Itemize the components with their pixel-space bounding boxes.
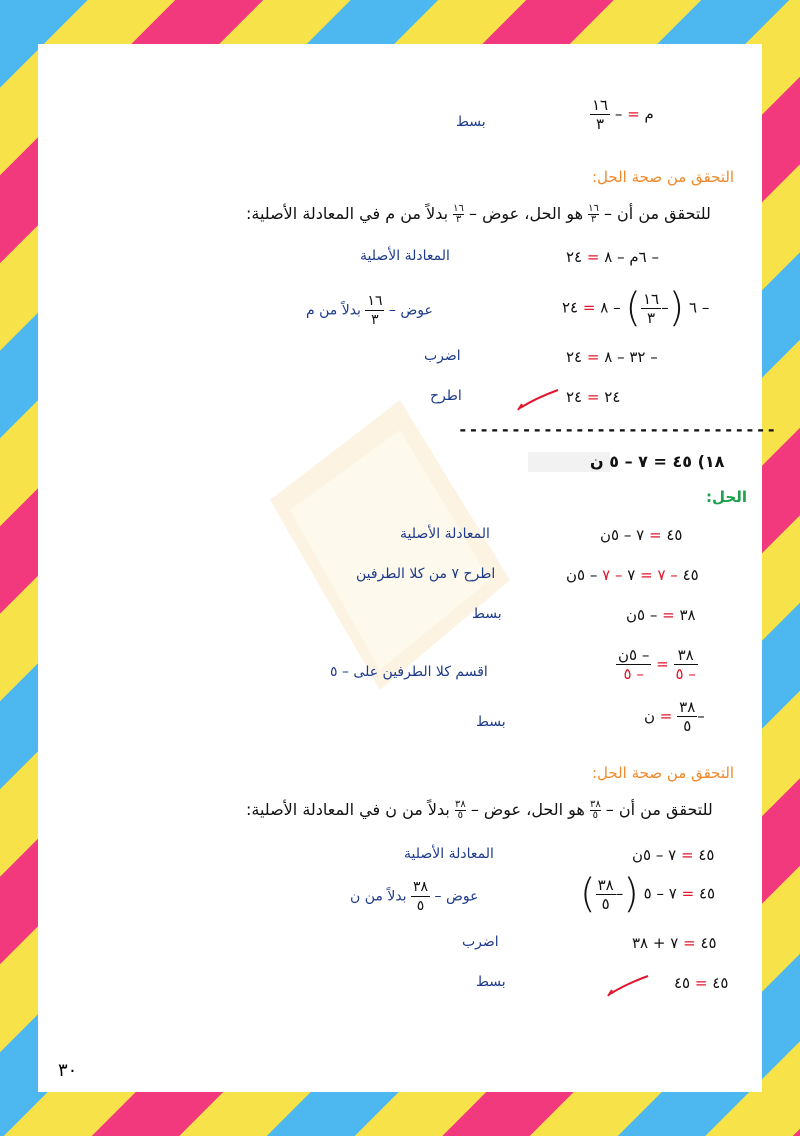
solution-row-simplify: ٣٨ = – ٥ن: [626, 606, 696, 624]
check2-row-simplify: ٤٥ = ٤٥: [674, 974, 729, 992]
solution-label: الحل:: [706, 488, 747, 506]
problem-equation: ١٨) ٤٥ = ٧ – ٥ ن: [590, 452, 725, 471]
check2-heading: التحقق من صحة الحل:: [592, 764, 735, 782]
check2-row-multiply: ٤٥ = ٧ + ٣٨: [632, 934, 717, 952]
check1-row-substitute: – ٦ (– $\frac{١٦}{٣}$ ) – ٨ = ٢٤: [562, 285, 710, 331]
check2-row-substitute: ٤٥ = ٧ – ٥ (– $\frac{٣٨}{٥}$ ): [580, 871, 716, 917]
solution-row-divide: $\frac{٣٨}{- ٥}$ = $\frac{\text{– ٥ن}}{- ٥}$: [618, 646, 696, 683]
check-heading: التحقق من صحة الحل:: [592, 168, 735, 186]
check2-row-original: ٤٥ = ٧ – ٥ن: [632, 846, 715, 864]
page-number: ٣٠: [58, 1060, 78, 1081]
solution-row-result: – $\frac{٣٨}{٥}$ = ن: [644, 698, 705, 735]
check-sentence: للتحقق من أن – ١٦ ٣ هو الحل، عوض – ١٦ ٣ بدلاً من م في المعادلة الأصلية:: [246, 203, 711, 225]
check2-note-multiply: اضرب: [462, 934, 499, 950]
simplify-equation: م = – $\frac{١٦}{٣}$: [592, 96, 654, 133]
step-note: بسط: [456, 114, 486, 130]
section-divider: ------------------------------: [458, 420, 777, 439]
check-mark-icon: [514, 388, 560, 412]
check2-note-original: المعادلة الأصلية: [404, 846, 494, 862]
check1-row-multiply: – ٣٢ – ٨ = ٢٤: [566, 348, 658, 366]
check2-note-simplify: بسط: [476, 974, 506, 990]
check1-note-subtract: اطرح: [430, 388, 462, 404]
check1-note-multiply: اضرب: [424, 348, 461, 364]
check1-row-original: – ٦م – ٨ = ٢٤: [566, 248, 659, 266]
check1-note-substitute: عوض – $\frac{١٦}{٣}$ بدلاً من م: [306, 293, 433, 328]
check1-row-subtract: ٢٤ = ٢٤: [566, 388, 621, 406]
solution-note-simplify: بسط: [472, 606, 502, 622]
solution-row-original: ٤٥ = ٧ – ٥ن: [600, 526, 683, 544]
solution-note-original: المعادلة الأصلية: [400, 526, 490, 542]
solution-note-result: بسط: [476, 714, 506, 730]
solution-note-subtract: اطرح ٧ من كلا الطرفين: [356, 566, 496, 582]
solution-note-divide: اقسم كلا الطرفين على – ٥: [330, 664, 488, 680]
check-mark-icon: [604, 974, 650, 998]
check1-note-original: المعادلة الأصلية: [360, 248, 450, 264]
solution-row-subtract: ٤٥ – ٧ = ٧ – ٧ – ٥ن: [566, 566, 699, 584]
check2-note-substitute: عوض – $\frac{٣٨}{٥}$ بدلاً من ن: [350, 879, 479, 914]
check2-sentence: للتحقق من أن – ٣٨ ٥ هو الحل، عوض – ٣٨ ٥ بدلاً من ن في المعادلة الأصلية:: [246, 799, 713, 821]
